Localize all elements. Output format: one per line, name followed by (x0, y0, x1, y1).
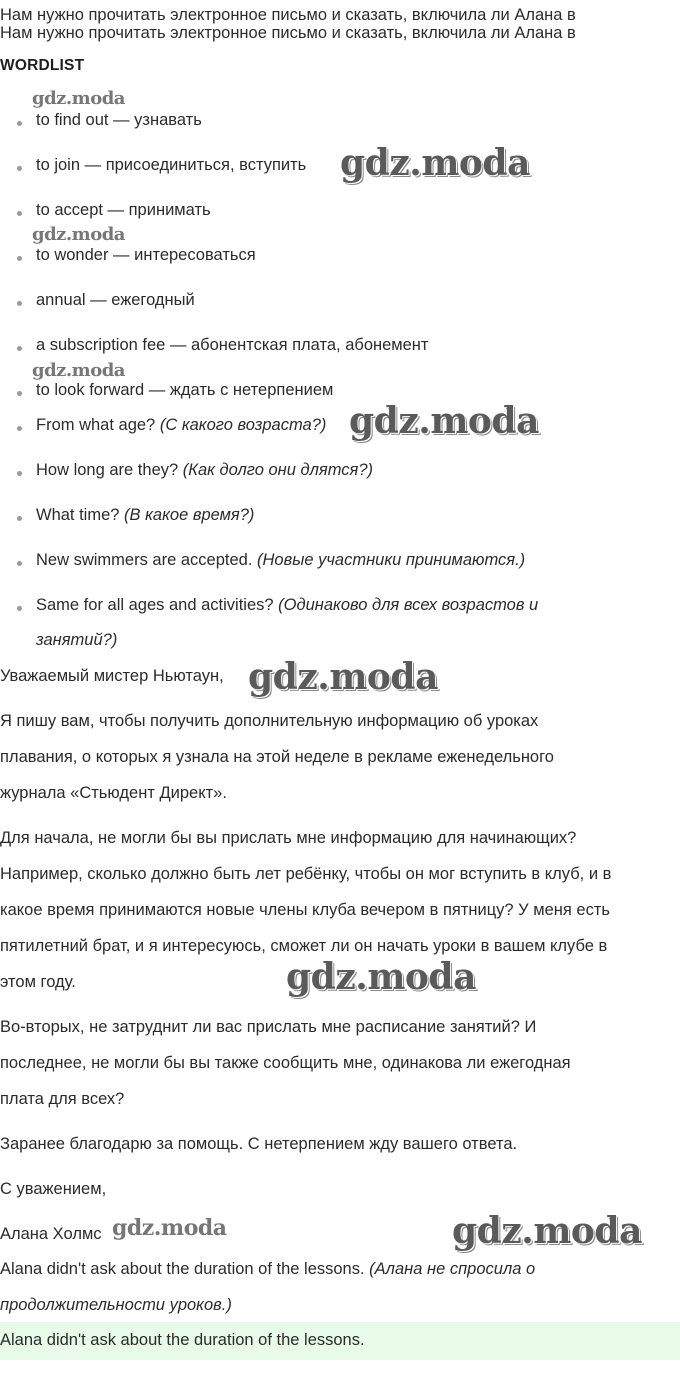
letter-p3-line: последнее, не могли бы вы также сообщить мне, одинакова ли ежегодная (0, 1054, 571, 1072)
intro-clipped-line: Нам нужно прочитать электронное письмо и сказать, включила ли Алана в (0, 24, 576, 42)
watermark-logo: gdz.moda (286, 956, 476, 998)
bullet-icon (17, 471, 22, 476)
watermark-logo: gdz.moda (340, 142, 530, 184)
watermark-logo: gdz.moda (112, 1215, 227, 1241)
watermark-logo: gdz.moda (248, 656, 438, 698)
watermark-logo: gdz.moda (452, 1210, 642, 1252)
answer-text: Alana didn't ask about the duration of the lessons. (0, 1331, 365, 1349)
bullet-icon (17, 256, 22, 261)
letter-p2-line: пятилетний брат, и я интересуюсь, сможет ли он начать уроки в вашем клубе в (0, 937, 608, 955)
letter-p1-line: плавания, о которых я узнала на этой неделе в рекламе еженедельного (0, 748, 554, 766)
bullet-icon (17, 211, 22, 216)
watermark-logo: gdz.moda (32, 360, 125, 381)
letter-p1-line: журнала «Стьюдент Директ». (0, 784, 227, 802)
conclusion-line: Alana didn't ask about the duration of the lessons. (Алана не спросила о (0, 1260, 536, 1278)
letter-p1-line: Я пишу вам, чтобы получить дополнительную информацию об уроках (0, 712, 539, 730)
bullet-icon (17, 166, 22, 171)
bullet-icon (17, 301, 22, 306)
watermark-logo: gdz.moda (32, 88, 125, 109)
bullet-icon (17, 606, 22, 611)
letter-p2-line: какое время принимаются новые члены клуба вечером в пятницу? У меня есть (0, 901, 610, 919)
bullet-icon (17, 346, 22, 351)
bullet-icon (17, 121, 22, 126)
letter-greeting: Уважаемый мистер Ньютаун, (0, 667, 224, 685)
bullet-icon (17, 516, 22, 521)
letter-p2-line: Для начала, не могли бы вы прислать мне информацию для начинающих? (0, 829, 577, 847)
letter-p3-line: Во-вторых, не затруднит ли вас прислать мне расписание занятий? И (0, 1018, 537, 1036)
bullet-icon (17, 391, 22, 396)
letter-p3-line: плата для всех? (0, 1090, 125, 1108)
bullet-icon (17, 426, 22, 431)
letter-closing: С уважением, (0, 1180, 107, 1198)
letter-p2-line: этом году. (0, 973, 76, 991)
bullet-icon (17, 561, 22, 566)
wordlist-title: WORDLIST (0, 57, 85, 74)
conclusion-line-2: продолжительности уроков.) (0, 1296, 232, 1314)
answer-highlight (0, 1322, 680, 1360)
intro-text: Нам нужно прочитать электронное письмо и сказать, включила ли Алана в (0, 6, 576, 24)
letter-p2-line: Например, сколько должно быть лет ребёнку, чтобы он мог вступить в клуб, и в (0, 865, 612, 883)
watermark-logo: gdz.moda (349, 400, 539, 442)
letter-p4: Заранее благодарю за помощь. С нетерпением жду вашего ответа. (0, 1135, 518, 1153)
watermark-logo: gdz.moda (32, 224, 125, 245)
letter-signature: Алана Холмс (0, 1225, 102, 1243)
